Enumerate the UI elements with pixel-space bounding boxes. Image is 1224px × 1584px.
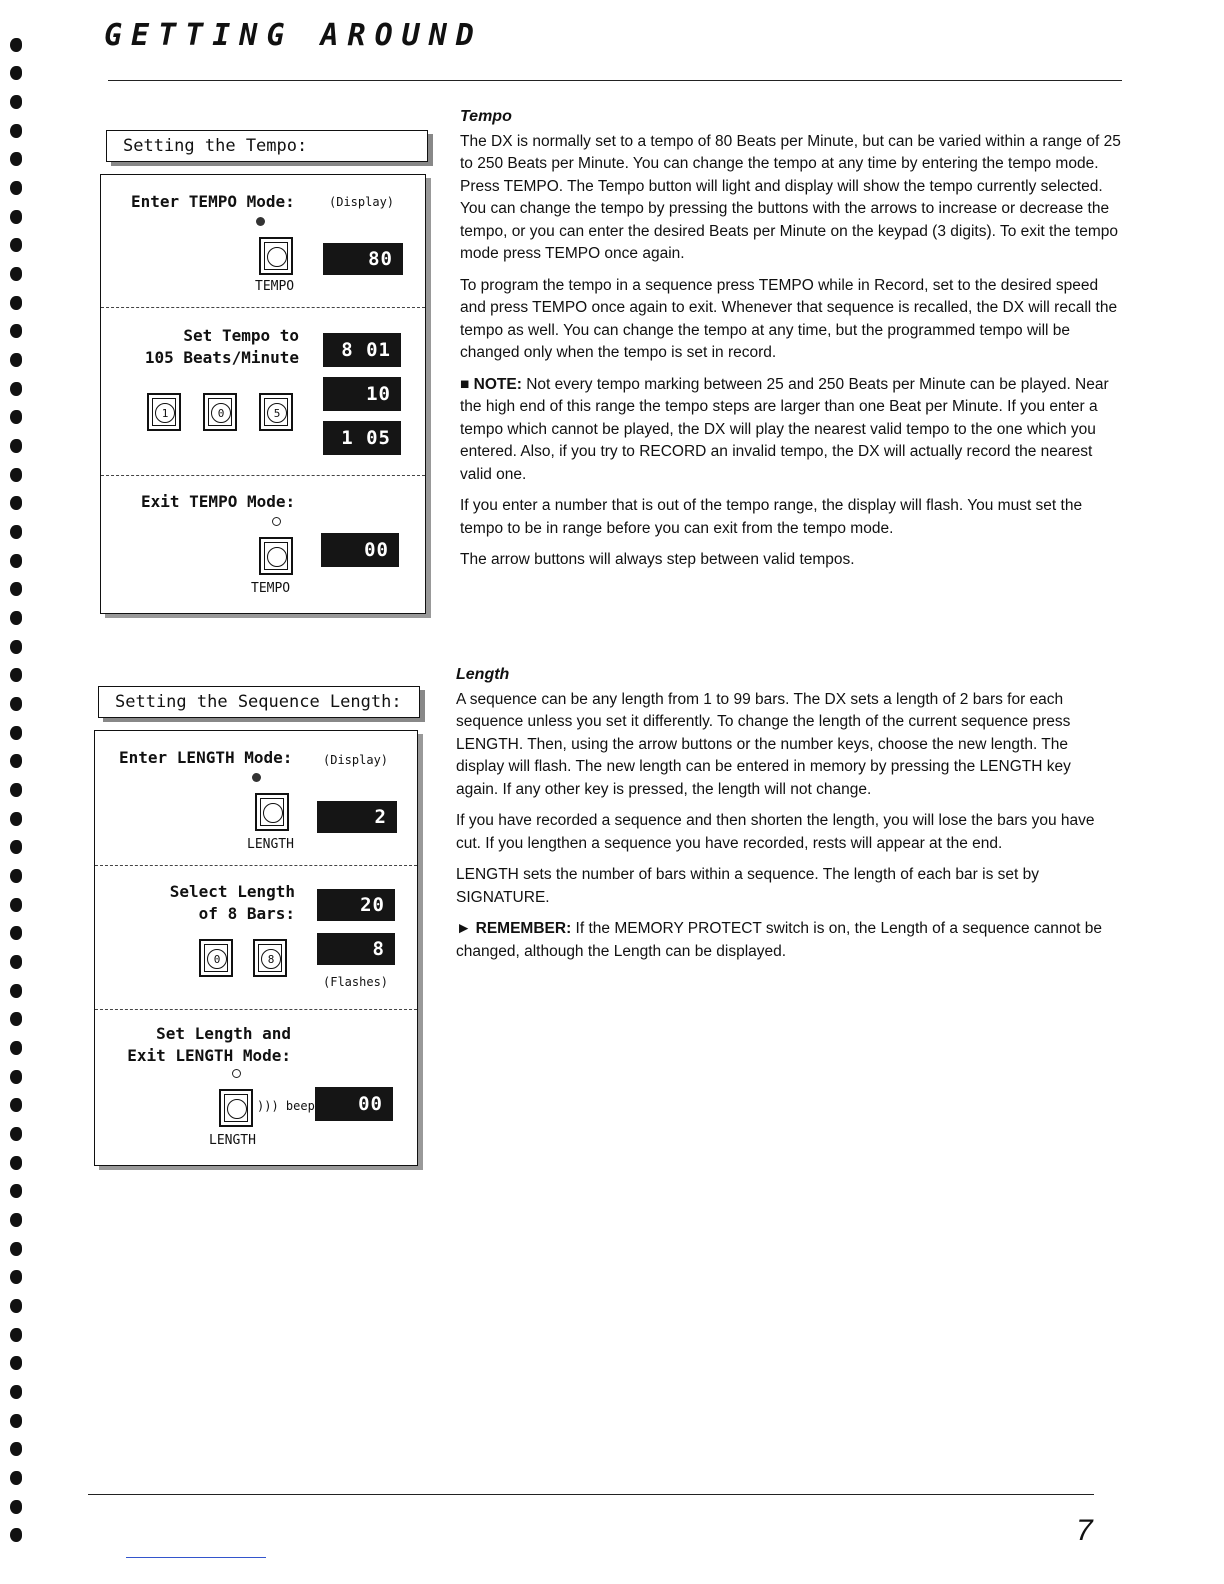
led-on-icon	[252, 773, 261, 782]
led-off-icon	[232, 1069, 241, 1078]
key-1-digit: 1	[155, 403, 175, 423]
length-lcd-2: 20	[317, 889, 395, 921]
length-heading: Length	[456, 666, 510, 683]
tempo-panel	[100, 174, 426, 614]
tempo-display-note: (Display)	[329, 195, 395, 209]
key-5-digit: 5	[267, 403, 287, 423]
length-exit-key-label: LENGTH	[209, 1133, 256, 1148]
tempo-paragraph-4: If you enter a number that is out of the tempo range, the display will flash. You must set the tempo to be in range before you can exit from the tempo mode.	[460, 497, 1083, 537]
tempo-lcd-5: 00	[321, 533, 399, 567]
tempo-lcd-3: 10	[323, 377, 401, 411]
number-key-0[interactable]	[199, 939, 233, 977]
length-paragraph-1: A sequence can be any length from 1 to 99 bars. The DX sets a length of 2 bars for each sequence unless you set it differently. To change the length of the current sequence press LENGTH. Then, using the arrow buttons or the number keys, choose the new length. The display will flash. The new length can be entered in memory by pressing the LENGTH key again. If any other key is pressed, the length will not change.	[456, 690, 1071, 798]
page-title: GETTING AROUND	[104, 18, 483, 53]
tempo-step1-label: Enter TEMPO Mode:	[131, 192, 295, 211]
length-lcd-4: 00	[315, 1087, 393, 1121]
led-on-icon	[256, 217, 265, 226]
bottom-rule	[88, 1494, 1094, 1495]
length-remember	[456, 918, 1116, 963]
tempo-paragraph-5: The arrow buttons will always step between valid tempos.	[460, 551, 855, 568]
length-display-note: (Display)	[323, 753, 389, 767]
remember-label: ► REMEMBER:	[456, 920, 572, 937]
tempo-section	[460, 106, 1122, 581]
tempo-key[interactable]	[259, 237, 293, 275]
tempo-panel-title: Setting the Tempo:	[123, 136, 308, 156]
tempo-lcd-1: 80	[323, 243, 403, 275]
length-step3-label-1: Set Length and	[156, 1024, 291, 1043]
length-lcd-3: 8	[317, 933, 395, 965]
separator	[95, 865, 417, 866]
length-step2-label-2: of 8 Bars:	[198, 904, 295, 923]
tempo-note	[460, 374, 1122, 487]
tempo-panel-header	[106, 130, 428, 162]
number-key-5[interactable]	[259, 393, 293, 431]
number-key-8[interactable]	[253, 939, 287, 977]
tempo-lcd-2: 8 01	[323, 333, 401, 367]
beep-label: beep	[285, 1099, 315, 1113]
length-lcd-1: 2	[317, 801, 397, 833]
number-key-0[interactable]	[203, 393, 237, 431]
binding-marks	[0, 0, 30, 1584]
beep-icon: ))) beep	[257, 1099, 315, 1113]
tempo-lcd-4: 1 05	[323, 421, 401, 455]
length-paragraph-3: LENGTH sets the number of bars within a sequence. The length of each bar is set by SIGNATURE.	[456, 866, 1039, 906]
tempo-step2-label-1: Set Tempo to	[183, 326, 299, 345]
length-key-exit[interactable]	[219, 1089, 253, 1127]
number-key-1[interactable]	[147, 393, 181, 431]
separator	[95, 1009, 417, 1010]
length-panel-header	[98, 686, 420, 718]
key-0-digit: 0	[211, 403, 231, 423]
tempo-key-label: TEMPO	[255, 279, 295, 294]
tempo-step3-label: Exit TEMPO Mode:	[141, 492, 296, 511]
length-step1-label: Enter LENGTH Mode:	[119, 748, 293, 767]
separator	[101, 475, 425, 476]
tempo-paragraph-2: To program the tempo in a sequence press TEMPO while in Record, set to the desired speed and press TEMPO once again to exit. Whenever that sequence is recalled, the DX will recall the tempo as well. You can change the tempo at any time, but the programmed tempo will be changed only when the tempo is set in record.	[460, 276, 1118, 361]
note-label: ■ NOTE:	[460, 375, 522, 393]
remember-body: If the MEMORY PROTECT switch is on, the Length of a sequence cannot be changed, although the Length can be displayed.	[456, 920, 1102, 960]
led-off-icon	[272, 517, 281, 526]
length-step2-label-1: Select Length	[169, 882, 295, 901]
length-key[interactable]	[255, 793, 289, 831]
length-section	[456, 664, 1116, 972]
flash-note: (Flashes)	[323, 975, 389, 989]
key-0-digit: 0	[207, 949, 227, 969]
tempo-paragraph-1: The DX is normally set to a tempo of 80 Beats per Minute, but can be varied within a range of 25 to 250 Beats per Minute. You can change the tempo at any time by entering the tempo mode. Press TEMPO. The Tempo button will light and display will show the tempo currently selected. You can change the tempo by pressing the buttons with the arrows to increase or decrease the tempo, or you can enter the desired Beats per Minute on the keypad (3 digits). To exit the tempo mode press TEMPO once again.	[460, 132, 1121, 262]
tempo-exit-key-label: TEMPO	[251, 581, 291, 596]
tempo-heading: Tempo	[460, 108, 512, 125]
length-panel-title: Setting the Sequence Length:	[115, 692, 402, 712]
separator	[101, 307, 425, 308]
length-step3-label-2: Exit LENGTH Mode:	[127, 1046, 291, 1065]
page-number: 7	[1076, 1514, 1093, 1547]
tempo-step2-label-2: 105 Beats/Minute	[144, 348, 299, 367]
length-panel	[94, 730, 418, 1166]
length-key-label: LENGTH	[247, 837, 294, 852]
key-8-digit: 8	[261, 949, 281, 969]
note-body: Not every tempo marking between 25 and 250 Beats per Minute can be played. Near the high end of this range the tempo steps are larger than one Beat per Minute. If you enter a tempo which cannot be played, the DX will play the nearest valid tempo to the one which you entered. Also, if you try to RECORD an invalid tempo, the DX will actually record the nearest valid one.	[460, 375, 1109, 483]
length-paragraph-2: If you have recorded a sequence and then shorten the length, you will lose the bars you have cut. If you lengthen a sequence you have recorded, rests will appear at the end.	[456, 812, 1095, 852]
footer-underline	[126, 1557, 266, 1558]
top-rule	[108, 80, 1122, 81]
tempo-key-exit[interactable]	[259, 537, 293, 575]
